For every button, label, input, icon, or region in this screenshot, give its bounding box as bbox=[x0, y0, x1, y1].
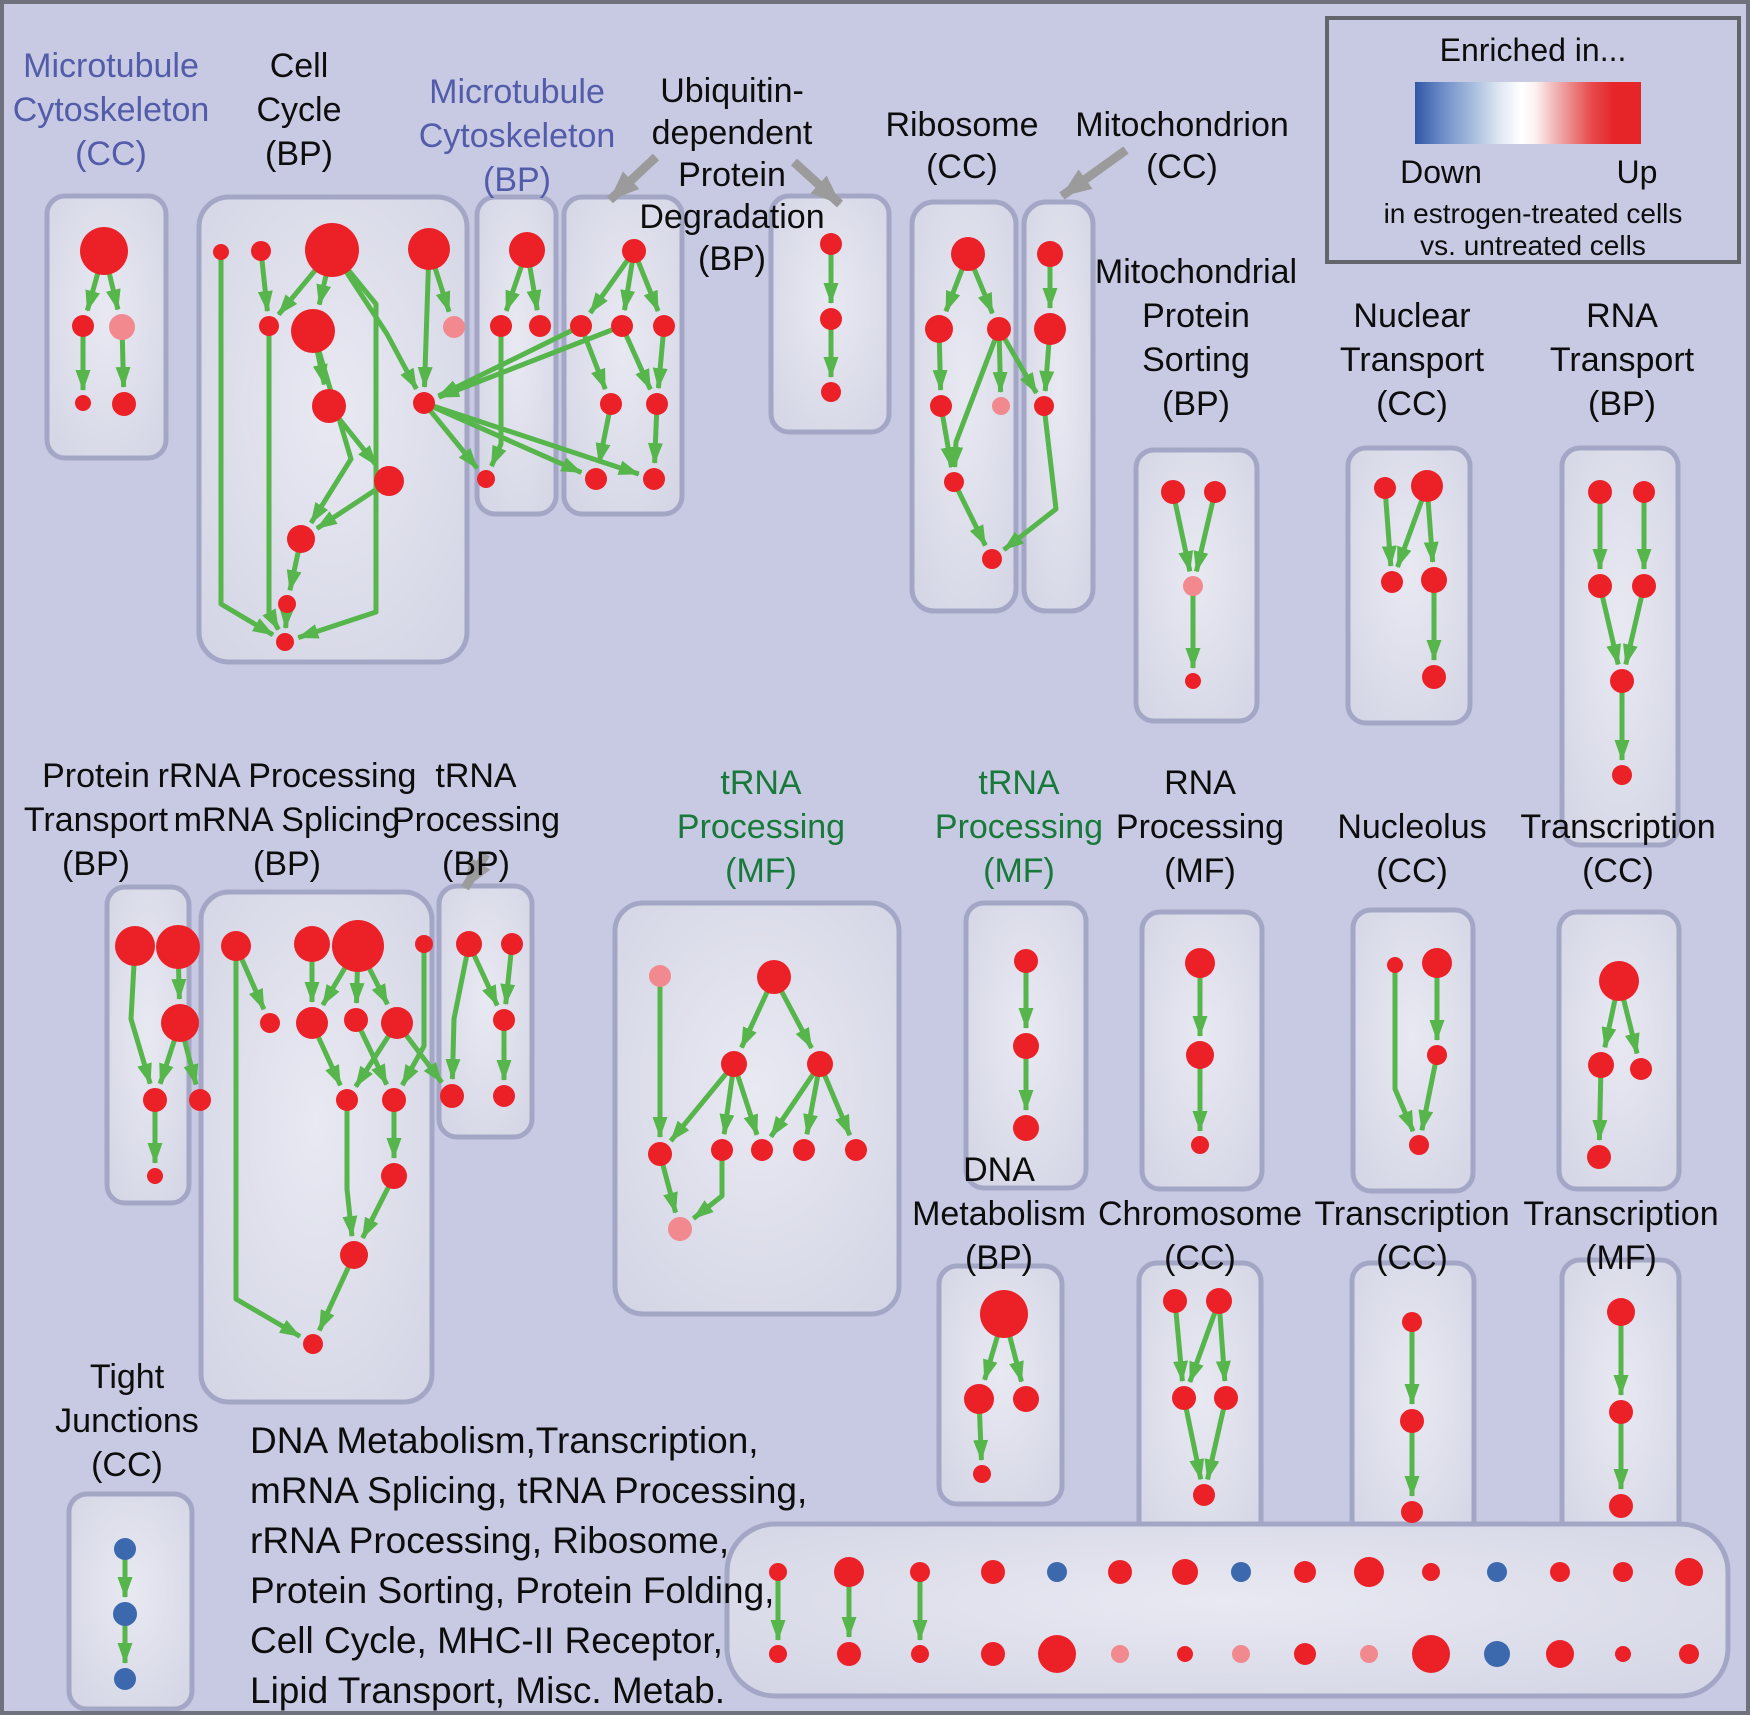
cluster-box-transcription-cc-upper bbox=[1559, 912, 1679, 1189]
gene-set-node-bt2 bbox=[834, 1557, 864, 1587]
cluster-label-dna-metabolism-bp: Metabolism bbox=[912, 1195, 1086, 1233]
gene-set-node-H1 bbox=[1014, 949, 1038, 973]
label-pointer-arrow-3 bbox=[1062, 150, 1126, 196]
gene-set-node-B1 bbox=[213, 244, 229, 260]
gene-set-node-P1 bbox=[1161, 480, 1185, 504]
cluster-label-rrna-processing-mrna-splicing-bp: (BP) bbox=[253, 845, 321, 883]
cluster-label-dna-metabolism-bp: DNA bbox=[963, 1151, 1035, 1189]
gene-set-node-W1 bbox=[114, 1538, 136, 1560]
cluster-label-trna-processing-mf-2: tRNA bbox=[978, 764, 1060, 802]
cluster-label-protein-transport-bp: Transport bbox=[23, 801, 169, 839]
cluster-label-ubiquitin-degradation-bp: Degradation bbox=[639, 198, 825, 236]
gene-set-node-H3 bbox=[1013, 1115, 1039, 1141]
gene-set-node-A4 bbox=[75, 395, 91, 411]
cluster-label-rna-transport-bp: RNA bbox=[1586, 297, 1658, 335]
cluster-label-rna-transport-bp: (BP) bbox=[1588, 385, 1656, 423]
gene-set-node-S3 bbox=[1609, 1494, 1633, 1518]
gene-set-node-R7 bbox=[982, 549, 1002, 569]
gene-set-node-H2 bbox=[1013, 1033, 1039, 1059]
gene-set-node-G3 bbox=[721, 1051, 747, 1077]
gene-set-node-T5 bbox=[1610, 669, 1634, 693]
gene-set-node-E12 bbox=[340, 1241, 368, 1269]
cluster-label-rna-processing-mf: RNA bbox=[1164, 764, 1236, 802]
cluster-label-ribosome-cc: (CC) bbox=[926, 148, 998, 186]
gene-set-node-G9 bbox=[845, 1139, 867, 1161]
cluster-box-nuclear-transport-cc bbox=[1348, 448, 1470, 723]
gene-set-node-B8 bbox=[312, 389, 346, 423]
gene-set-node-bb15 bbox=[1679, 1644, 1699, 1664]
cluster-label-tight-junctions-cc: Junctions bbox=[55, 1402, 199, 1440]
gene-set-node-S1 bbox=[1607, 1298, 1635, 1326]
gene-set-node-A2 bbox=[72, 315, 94, 337]
gene-set-node-G6 bbox=[711, 1139, 733, 1161]
gene-set-node-bt8 bbox=[1231, 1562, 1251, 1582]
gene-set-node-O1 bbox=[1163, 1289, 1187, 1313]
gene-set-node-B13 bbox=[276, 633, 294, 651]
cluster-label-trna-processing-bp: tRNA bbox=[435, 757, 517, 795]
gene-set-node-bb3 bbox=[911, 1645, 929, 1663]
cluster-box-rna-transport-bp bbox=[1562, 448, 1678, 845]
gene-set-node-O2 bbox=[1206, 1288, 1232, 1314]
cluster-label-cell-cycle-bp: Cycle bbox=[256, 91, 342, 129]
gene-set-node-bt7 bbox=[1172, 1559, 1198, 1585]
gene-set-node-S2 bbox=[1609, 1400, 1633, 1424]
gene-set-node-F4 bbox=[440, 1084, 464, 1108]
gene-set-node-bb2 bbox=[837, 1642, 861, 1666]
gene-set-node-N2 bbox=[1411, 470, 1443, 502]
gene-set-node-G7 bbox=[751, 1139, 773, 1161]
cluster-label-trna-processing-mf-2: Processing bbox=[934, 808, 1104, 846]
cluster-label-trna-processing-bp: Processing bbox=[391, 801, 561, 839]
gene-set-node-G10 bbox=[668, 1217, 692, 1241]
cluster-label-nucleolus-cc: (CC) bbox=[1376, 852, 1448, 890]
gene-set-node-N3 bbox=[1381, 571, 1403, 593]
cluster-label-microtubule-cytoskeleton-bp: (BP) bbox=[483, 161, 551, 199]
gene-set-node-bb4 bbox=[981, 1642, 1005, 1666]
gene-set-node-bb13 bbox=[1546, 1640, 1574, 1668]
cluster-label-transcription-cc-lower: (CC) bbox=[1376, 1239, 1448, 1277]
gene-set-node-B7 bbox=[443, 316, 465, 338]
gene-set-node-L4 bbox=[973, 1465, 991, 1483]
gene-set-node-N1 bbox=[1374, 477, 1396, 499]
gene-set-node-E6 bbox=[296, 1007, 328, 1039]
cluster-label-mitochondrial-protein-sorting-bp: (BP) bbox=[1162, 385, 1230, 423]
gene-set-node-D2 bbox=[156, 925, 200, 969]
gene-set-node-bt5 bbox=[1047, 1562, 1067, 1582]
legend-subtitle-1: in estrogen-treated cells bbox=[1383, 198, 1683, 229]
gene-set-node-bb14 bbox=[1615, 1646, 1631, 1662]
cluster-label-microtubule-cytoskeleton-bp: Microtubule bbox=[429, 73, 605, 111]
cluster-label-ubiquitin-degradation-bp: dependent bbox=[651, 114, 813, 152]
cluster-label-dna-metabolism-bp: (BP) bbox=[965, 1239, 1033, 1277]
cluster-label-chromosome-cc: (CC) bbox=[1164, 1239, 1236, 1277]
cluster-label-ubiquitin-degradation-bp: Protein bbox=[678, 156, 786, 194]
gene-set-node-bb11 bbox=[1412, 1635, 1450, 1673]
annotation-text-block bbox=[250, 1416, 807, 1715]
gene-set-node-T4 bbox=[1632, 574, 1656, 598]
gene-set-node-F1 bbox=[456, 931, 482, 957]
gene-set-node-bb10 bbox=[1360, 1645, 1378, 1663]
cluster-label-transcription-mf: Transcription bbox=[1523, 1195, 1719, 1233]
gene-set-node-Q3 bbox=[1401, 1501, 1423, 1523]
gene-set-node-I2 bbox=[1186, 1041, 1214, 1069]
gene-set-node-T1 bbox=[1588, 480, 1612, 504]
gene-set-node-G5 bbox=[648, 1142, 672, 1166]
gene-set-node-V3 bbox=[821, 382, 841, 402]
annotation-line: mRNA Splicing, tRNA Processing, bbox=[250, 1470, 808, 1511]
gene-set-node-E7 bbox=[344, 1008, 368, 1032]
cluster-label-ubiquitin-degradation-bp: (BP) bbox=[698, 240, 766, 278]
gene-set-node-C1 bbox=[509, 232, 545, 268]
legend-down-label: Down bbox=[1400, 154, 1482, 190]
gene-set-node-bt10 bbox=[1354, 1557, 1384, 1587]
gene-set-node-M3 bbox=[1034, 396, 1054, 416]
gene-set-node-R3 bbox=[987, 317, 1011, 341]
gene-set-node-U6 bbox=[646, 393, 668, 415]
annotation-line: Cell Cycle, MHC-II Receptor, bbox=[250, 1620, 723, 1661]
gene-set-node-E3 bbox=[332, 920, 384, 972]
gene-set-node-B11 bbox=[287, 525, 315, 553]
gene-set-node-bb9 bbox=[1294, 1643, 1316, 1665]
cluster-label-trna-processing-mf-2: (MF) bbox=[983, 852, 1055, 890]
gene-set-node-D6 bbox=[147, 1168, 163, 1184]
gene-set-node-G2 bbox=[757, 960, 791, 994]
cluster-label-rna-transport-bp: Transport bbox=[1549, 341, 1695, 379]
cluster-label-mitochondrion-cc: (CC) bbox=[1146, 148, 1218, 186]
gene-set-node-N5 bbox=[1422, 665, 1446, 689]
gene-set-node-F2 bbox=[501, 933, 523, 955]
cluster-label-transcription-mf: (MF) bbox=[1585, 1239, 1657, 1277]
cluster-label-ubiquitin-degradation-bp: Ubiquitin- bbox=[660, 72, 804, 110]
gene-set-node-bt11 bbox=[1422, 1563, 1440, 1581]
gene-set-node-bt9 bbox=[1294, 1561, 1316, 1583]
cluster-box-misc-bottom-bar bbox=[727, 1524, 1728, 1696]
cluster-label-microtubule-cytoskeleton-cc: Microtubule bbox=[23, 47, 199, 85]
gene-set-node-bt14 bbox=[1613, 1562, 1633, 1582]
gene-set-node-F3 bbox=[493, 1009, 515, 1031]
gene-set-node-C2 bbox=[490, 315, 512, 337]
gene-set-node-M2 bbox=[1034, 313, 1066, 345]
annotation-line: DNA Metabolism,Transcription, bbox=[250, 1420, 759, 1461]
gene-set-node-E5 bbox=[260, 1013, 280, 1033]
gene-set-node-L2 bbox=[964, 1384, 994, 1414]
gene-set-node-B10 bbox=[374, 466, 404, 496]
gene-set-node-T3 bbox=[1588, 574, 1612, 598]
gene-set-node-B12 bbox=[278, 595, 296, 613]
gene-set-node-C3 bbox=[529, 315, 551, 337]
cluster-label-mitochondrial-protein-sorting-bp: Sorting bbox=[1142, 341, 1250, 379]
gene-set-node-K3 bbox=[1630, 1058, 1652, 1080]
cluster-label-nucleolus-cc: Nucleolus bbox=[1337, 808, 1487, 846]
annotation-line: rRNA Processing, Ribosome, bbox=[250, 1520, 730, 1561]
cluster-label-nuclear-transport-cc: Nuclear bbox=[1353, 297, 1471, 335]
gene-set-node-E11 bbox=[381, 1163, 407, 1189]
gene-set-node-L1 bbox=[980, 1290, 1028, 1338]
gene-set-node-L3 bbox=[1013, 1386, 1039, 1412]
cluster-label-microtubule-cytoskeleton-cc: Cytoskeleton bbox=[12, 91, 210, 129]
gene-set-node-K1 bbox=[1599, 961, 1639, 1001]
gene-set-node-B9 bbox=[413, 392, 435, 414]
cluster-label-tight-junctions-cc: (CC) bbox=[91, 1446, 163, 1484]
gene-set-node-M1 bbox=[1037, 241, 1063, 267]
legend-subtitle-2: vs. untreated cells bbox=[1420, 230, 1646, 261]
legend-downup-row bbox=[1329, 154, 1737, 194]
cluster-label-mitochondrial-protein-sorting-bp: Mitochondrial bbox=[1094, 253, 1298, 291]
gene-set-node-B3 bbox=[305, 223, 359, 277]
gene-set-node-bb7 bbox=[1177, 1646, 1193, 1662]
gene-set-node-R2 bbox=[925, 315, 953, 343]
gene-set-node-I3 bbox=[1191, 1136, 1209, 1154]
gene-set-node-U1 bbox=[622, 239, 646, 263]
gene-set-node-D1 bbox=[115, 926, 155, 966]
gene-set-node-W2 bbox=[113, 1602, 137, 1626]
gene-set-node-D5 bbox=[189, 1089, 211, 1111]
gene-set-node-J1 bbox=[1387, 957, 1403, 973]
gene-set-node-B5 bbox=[259, 316, 279, 336]
gene-set-node-I1 bbox=[1185, 948, 1215, 978]
cluster-label-transcription-cc-lower: Transcription bbox=[1314, 1195, 1510, 1233]
gene-set-node-W3 bbox=[114, 1668, 136, 1690]
gene-set-node-Q1 bbox=[1402, 1312, 1422, 1332]
gene-set-node-B4 bbox=[408, 228, 450, 270]
gene-set-node-bt12 bbox=[1487, 1562, 1507, 1582]
label-pointer-arrow-1 bbox=[610, 157, 656, 200]
gene-set-node-D3 bbox=[161, 1004, 199, 1042]
gene-set-node-U2 bbox=[570, 315, 592, 337]
cluster-label-nuclear-transport-cc: (CC) bbox=[1376, 385, 1448, 423]
gene-set-node-R4 bbox=[930, 395, 952, 417]
gene-set-node-K2 bbox=[1588, 1052, 1614, 1078]
gene-set-node-O3 bbox=[1172, 1386, 1196, 1410]
cluster-label-nuclear-transport-cc: Transport bbox=[1339, 341, 1485, 379]
gene-set-node-bb12 bbox=[1484, 1641, 1510, 1667]
gene-set-node-N4 bbox=[1421, 567, 1447, 593]
cluster-label-tight-junctions-cc: Tight bbox=[89, 1358, 165, 1396]
gene-set-node-F5 bbox=[493, 1085, 515, 1107]
gene-set-node-G4 bbox=[807, 1051, 833, 1077]
gene-set-node-U5 bbox=[600, 393, 622, 415]
cluster-label-cell-cycle-bp: Cell bbox=[269, 47, 329, 85]
legend-gradient-bar bbox=[1415, 82, 1641, 144]
gene-set-node-J4 bbox=[1409, 1135, 1429, 1155]
gene-set-node-bb8 bbox=[1232, 1645, 1250, 1663]
gene-set-node-C4 bbox=[477, 470, 495, 488]
cluster-label-trna-processing-mf-1: Processing bbox=[676, 808, 846, 846]
gene-set-node-J2 bbox=[1422, 948, 1452, 978]
gene-set-node-bt3 bbox=[910, 1562, 930, 1582]
gene-set-node-A3 bbox=[109, 314, 135, 340]
gene-set-node-E4 bbox=[415, 935, 433, 953]
cluster-label-transcription-cc-upper: (CC) bbox=[1582, 852, 1654, 890]
gene-set-node-T6 bbox=[1612, 765, 1632, 785]
gene-set-node-P4 bbox=[1185, 673, 1201, 689]
gene-set-node-E1 bbox=[221, 931, 251, 961]
cluster-label-mitochondrial-protein-sorting-bp: Protein bbox=[1142, 297, 1250, 335]
gene-set-node-K4 bbox=[1587, 1145, 1611, 1169]
gene-set-node-U4 bbox=[653, 315, 675, 337]
gene-set-node-bt13 bbox=[1550, 1562, 1570, 1582]
gene-set-node-B2 bbox=[251, 241, 271, 261]
gene-set-node-P3 bbox=[1183, 576, 1203, 596]
cluster-label-protein-transport-bp: (BP) bbox=[62, 845, 130, 883]
gene-set-node-V1 bbox=[820, 233, 842, 255]
cluster-label-trna-processing-bp: (BP) bbox=[442, 845, 510, 883]
annotation-line: Lipid Transport, Misc. Metab. bbox=[250, 1670, 726, 1711]
cluster-label-rrna-processing-mrna-splicing-bp: rRNA Processing bbox=[157, 757, 417, 795]
gene-set-node-bt6 bbox=[1108, 1560, 1132, 1584]
cluster-box-chromosome-cc bbox=[1139, 1263, 1261, 1557]
cluster-label-ribosome-cc: Ribosome bbox=[885, 106, 1039, 144]
gene-set-node-bb6 bbox=[1111, 1645, 1129, 1663]
cluster-label-rna-processing-mf: (MF) bbox=[1164, 852, 1236, 890]
annotation-line: Protein Sorting, Protein Folding, bbox=[250, 1570, 775, 1611]
gene-set-node-P2 bbox=[1204, 481, 1226, 503]
gene-set-node-R1 bbox=[951, 237, 985, 271]
gene-set-node-G8 bbox=[793, 1139, 815, 1161]
cluster-label-microtubule-cytoskeleton-bp: Cytoskeleton bbox=[418, 117, 616, 155]
gene-set-node-R6 bbox=[944, 472, 964, 492]
gene-set-node-E8 bbox=[381, 1007, 413, 1039]
cluster-label-transcription-cc-upper: Transcription bbox=[1520, 808, 1716, 846]
cluster-label-trna-processing-mf-1: (MF) bbox=[725, 852, 797, 890]
gene-set-node-E9 bbox=[336, 1089, 358, 1111]
cluster-label-microtubule-cytoskeleton-cc: (CC) bbox=[75, 135, 147, 173]
legend-up-label: Up bbox=[1616, 154, 1658, 190]
gene-set-node-B6 bbox=[291, 309, 335, 353]
cluster-label-trna-processing-mf-1: tRNA bbox=[720, 764, 802, 802]
gene-set-node-A5 bbox=[112, 392, 136, 416]
gene-set-node-U8 bbox=[643, 468, 665, 490]
cluster-label-rna-processing-mf: Processing bbox=[1115, 808, 1285, 846]
gene-set-node-bt15 bbox=[1675, 1558, 1703, 1586]
gene-set-node-G1 bbox=[649, 965, 671, 987]
cluster-label-rrna-processing-mrna-splicing-bp: mRNA Splicing bbox=[173, 801, 401, 839]
gene-set-node-V2 bbox=[820, 308, 842, 330]
gene-set-node-J3 bbox=[1427, 1045, 1447, 1065]
gene-set-node-Q2 bbox=[1400, 1409, 1424, 1433]
cluster-label-mitochondrion-cc: Mitochondrion bbox=[1075, 106, 1289, 144]
cluster-label-protein-transport-bp: Protein bbox=[42, 757, 150, 795]
cluster-label-chromosome-cc: Chromosome bbox=[1097, 1195, 1303, 1233]
legend-title: Enriched in... bbox=[1439, 32, 1627, 68]
gene-set-node-O4 bbox=[1214, 1386, 1238, 1410]
gene-set-node-E13 bbox=[303, 1334, 323, 1354]
gene-set-node-O5 bbox=[1193, 1484, 1215, 1506]
gene-set-node-bb5 bbox=[1038, 1635, 1076, 1673]
gene-set-node-E2 bbox=[294, 926, 330, 962]
legend bbox=[1325, 16, 1741, 264]
gene-set-node-R5 bbox=[992, 397, 1010, 415]
cluster-label-cell-cycle-bp: (BP) bbox=[265, 135, 333, 173]
gene-set-node-U7 bbox=[585, 468, 607, 490]
gene-set-node-E10 bbox=[382, 1088, 406, 1112]
gene-set-node-U3 bbox=[611, 315, 633, 337]
gene-set-node-bt4 bbox=[981, 1560, 1005, 1584]
gene-set-node-T2 bbox=[1633, 481, 1655, 503]
gene-set-node-D4 bbox=[143, 1088, 167, 1112]
gene-set-node-A1 bbox=[80, 227, 128, 275]
